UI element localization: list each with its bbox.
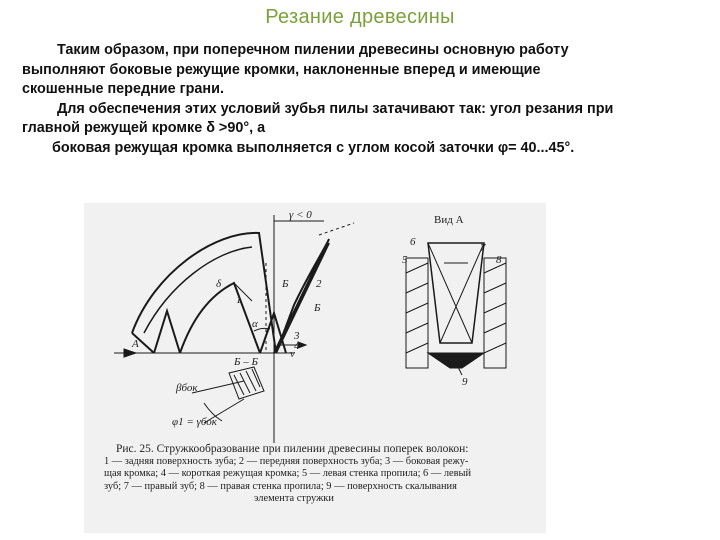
label-arrow-b: Б [282,278,289,290]
label-2: 2 [316,278,322,290]
label-9: 9 [462,376,468,388]
body-paragraph [22,41,712,158]
dashed-projection [319,223,354,235]
label-8: 8 [496,254,502,266]
label-delta: δ [216,278,222,290]
text-line: боковая режущая кромка выполняется с углом косой заточки φ= 40...45°. [52,139,575,156]
tooth-left-v [154,311,180,353]
text-line: главной режущей кромке δ >90°, а [22,120,266,136]
wall-hatch-left [406,263,428,353]
label-arrow-a: А [132,338,139,350]
label-section: Б – Б [234,356,258,368]
label-4: 4 [294,340,300,352]
text-line: Для обеспечения этих условий зубья пилы затачивают так: угол резания при [57,100,614,117]
technical-figure [84,203,546,533]
wall-hatch-right [484,263,506,353]
label-alpha: α [252,318,258,330]
text-line: Таким образом, при поперечном пилении древесины основную работу [57,42,569,58]
text-line: скошенные передние грани. [22,81,224,97]
caption-line: Рис. 25. Стружкообразование при пилении древесины поперек волокон: [116,443,469,455]
label-1: 1 [236,294,242,306]
caption-line: щая кромка; 4 — короткая режущая кромка; 5 — левая стенка пропила; 6 — левый [104,468,472,480]
slide-title: Резание древесины [265,6,455,28]
label-5: 5 [402,254,408,266]
caption-line: 1 — задняя поверхность зуба; 2 — передняя поверхность зуба; 3 — боковая режу- [104,455,469,467]
text-line: выполняют боковые режущие кромки, наклоненные вперед и имеющие [22,61,541,78]
view-a-tooth [428,243,484,343]
label-7: 7 [480,242,486,254]
chip-surface [428,353,484,368]
label-v: v [290,348,295,360]
figure-caption [104,443,544,506]
view-a-diagonals [428,243,484,343]
label-beta-bok: βбок [176,382,198,394]
figure-labels [131,209,502,428]
arrow-a-head [124,349,136,357]
label-3: 3 [294,330,300,342]
caption-line: элемента стружки [254,493,334,505]
label-6: 6 [410,236,416,248]
label-view-a: Вид А [434,214,464,226]
label-gamma: γ < 0 [289,209,312,221]
caption-line: зуб; 7 — правый зуб; 8 — правая стенка пропила; 9 — поверхность скалывания [104,480,457,492]
label-arrow-b2: Б [314,302,321,314]
label-phi: φ1 = γбок [172,416,217,428]
